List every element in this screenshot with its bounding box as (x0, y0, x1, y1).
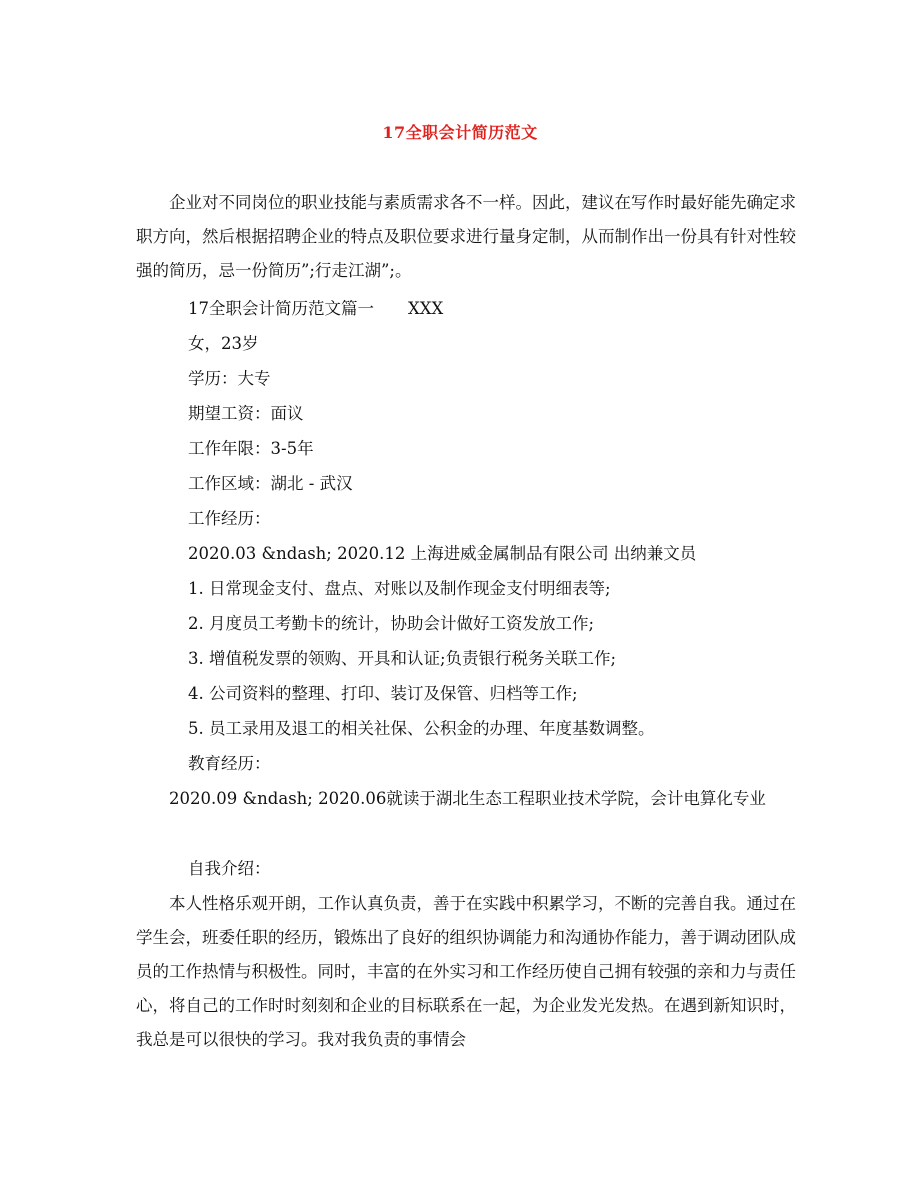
self-intro-label: 自我介绍： (188, 859, 271, 878)
work-years: 工作年限：3-5年 (188, 439, 314, 458)
gender-age: 女，23岁 (188, 334, 259, 353)
document-title: 17全职会计简历范文 (382, 123, 538, 142)
expected-salary: 期望工资：面议 (188, 404, 304, 423)
duty-item: 2. 月度员工考勤卡的统计，协助会计做好工资发放工作; (188, 614, 595, 633)
resume-heading-name: XXX (408, 299, 444, 318)
education-experience-label: 教育经历： (188, 754, 271, 773)
resume-heading-title: 17全职会计简历范文篇一 (188, 299, 374, 318)
work-experience-label: 工作经历： (188, 509, 271, 528)
duty-item: 3. 增值税发票的领购、开具和认证;负责银行税务关联工作; (188, 649, 617, 668)
work-region: 工作区域：湖北 - 武汉 (188, 474, 353, 493)
duty-item: 1. 日常现金支付、盘点、对账以及制作现金支付明细表等; (188, 579, 611, 598)
self-intro-text: 本人性格乐观开朗，工作认真负责，善于在实践中积累学习，不断的完善自我。通过在学生会，班委任职的经历，锻炼出了良好的组织协调能力和沟通协作能力，善于调动团队成员的工作热情与积极性。同时，丰富的在外实习和工作经历使自己拥有较强的亲和力与责任心，将自己的工作时时刻刻和企业的目标联系在一起，为企业发光发热。在遇到新知识时，我总是可以很快的学习。我对我负责的事情会 (136, 894, 796, 1049)
education-level: 学历：大专 (188, 369, 271, 388)
intro-paragraph: 企业对不同岗位的职业技能与素质需求各不一样。因此，建议在写作时最好能先确定求职方向，然后根据招聘企业的特点及职位要求进行量身定制，从而制作出一份具有针对性较强的简历，忌一份简历”;行走江湖”;。 (136, 193, 796, 280)
duty-item: 5. 员工录用及退工的相关社保、公积金的办理、年度基数调整。 (188, 719, 655, 738)
resume-heading (188, 292, 443, 326)
duty-item: 4. 公司资料的整理、打印、装订及保管、归档等工作; (188, 684, 578, 703)
education-experience-detail: 2020.09 &ndash; 2020.06就读于湖北生态工程职业技术学院，会计电算化专业 (169, 789, 766, 808)
work-experience-period: 2020.03 &ndash; 2020.12 上海进威金属制品有限公司 出纳兼文员 (188, 544, 697, 563)
